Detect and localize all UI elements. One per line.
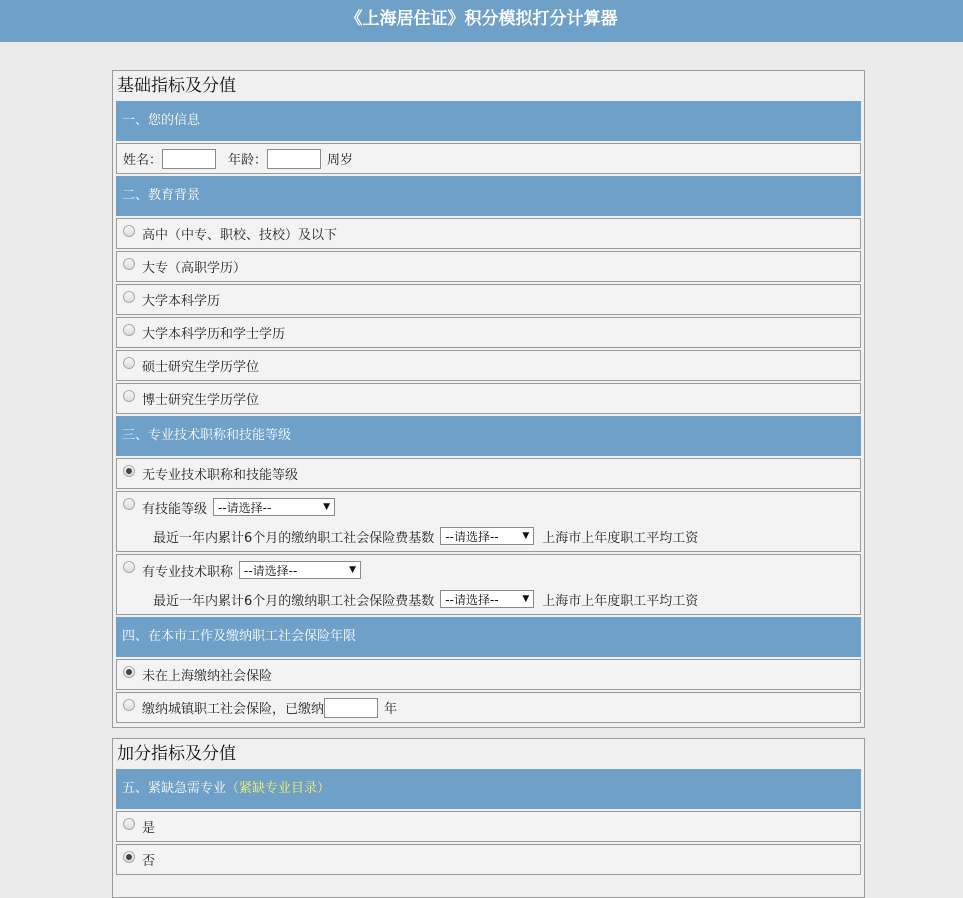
title-skill-header bbox=[116, 416, 861, 456]
chevron-down-icon: ▼ bbox=[323, 502, 331, 512]
name-input[interactable] bbox=[162, 149, 216, 169]
no-social-insurance-radio[interactable] bbox=[123, 666, 135, 678]
shortage-yes-label: 是 bbox=[142, 821, 156, 836]
no-title-option[interactable] bbox=[116, 458, 861, 489]
shortage-header bbox=[116, 769, 861, 809]
title-skill-header-label: 三、专业技术职称和技能等级 bbox=[122, 428, 292, 443]
no-title-label: 无专业技术职称和技能等级 bbox=[142, 468, 299, 483]
no-social-insurance-label: 未在上海缴纳社会保险 bbox=[142, 669, 273, 684]
education-option-label: 高中（中专、职校、技校）及以下 bbox=[142, 228, 338, 243]
bonus-indicators-section bbox=[112, 738, 865, 898]
social-insurance-header bbox=[116, 617, 861, 657]
shortage-yes-option[interactable] bbox=[116, 811, 861, 842]
prof-social-select[interactable] bbox=[440, 590, 534, 608]
education-radio[interactable] bbox=[123, 390, 135, 402]
professional-title-option bbox=[116, 554, 861, 615]
info-row bbox=[116, 143, 861, 174]
paid-social-insurance-option bbox=[116, 692, 861, 723]
education-radio[interactable] bbox=[123, 324, 135, 336]
education-option[interactable] bbox=[116, 350, 861, 381]
education-option[interactable] bbox=[116, 317, 861, 348]
basic-indicators-title: 基础指标及分值 bbox=[117, 76, 236, 96]
no-social-insurance-option[interactable] bbox=[116, 659, 861, 690]
education-header bbox=[116, 176, 861, 216]
education-option[interactable] bbox=[116, 383, 861, 414]
paid-years-unit: 年 bbox=[384, 702, 398, 717]
professional-title-radio[interactable] bbox=[123, 561, 135, 573]
chevron-down-icon: ▼ bbox=[522, 531, 530, 541]
paid-years-input[interactable] bbox=[324, 698, 378, 718]
skill-social-select-value: --请选择-- bbox=[445, 529, 499, 544]
education-option-label: 博士研究生学历学位 bbox=[142, 393, 260, 408]
education-option-label: 大学本科学历和学士学历 bbox=[142, 327, 286, 342]
education-option[interactable] bbox=[116, 284, 861, 315]
shortage-no-radio[interactable] bbox=[123, 851, 135, 863]
education-option-label: 硕士研究生学历学位 bbox=[142, 360, 260, 375]
age-unit-label: 周岁 bbox=[327, 153, 354, 168]
paid-social-insurance-label: 缴纳城镇职工社会保险，已缴纳 bbox=[142, 702, 325, 717]
education-radio[interactable] bbox=[123, 291, 135, 303]
education-radio[interactable] bbox=[123, 258, 135, 270]
shortage-header-label: 五、紧缺急需专业 bbox=[122, 781, 227, 796]
no-title-radio[interactable] bbox=[123, 465, 135, 477]
skill-level-label: 有技能等级 bbox=[142, 501, 208, 517]
social-insurance-header-label: 四、在本市工作及缴纳职工社会保险年限 bbox=[122, 629, 357, 644]
age-input[interactable] bbox=[267, 149, 321, 169]
basic-indicators-section bbox=[112, 70, 865, 728]
chevron-down-icon: ▼ bbox=[522, 594, 530, 604]
skill-level-select-value: --请选择-- bbox=[218, 500, 272, 515]
education-header-label: 二、教育背景 bbox=[122, 188, 201, 203]
info-header-label: 一、您的信息 bbox=[122, 113, 201, 128]
skill-social-label: 最近一年内累计6个月的缴纳职工社会保险费基数 bbox=[153, 530, 435, 546]
skill-social-select[interactable] bbox=[440, 527, 534, 545]
education-radio[interactable] bbox=[123, 225, 135, 237]
prof-social-select-value: --请选择-- bbox=[445, 592, 499, 607]
shortage-no-label: 否 bbox=[142, 854, 156, 869]
age-label: 年龄： bbox=[228, 153, 268, 168]
education-option[interactable] bbox=[116, 218, 861, 249]
skill-level-radio[interactable] bbox=[123, 498, 135, 510]
shortage-catalog-link[interactable]: （紧缺专业目录） bbox=[226, 781, 331, 796]
name-label: 姓名： bbox=[123, 153, 163, 168]
page-header bbox=[0, 0, 963, 42]
skill-level-option bbox=[116, 491, 861, 552]
professional-title-select-value: --请选择-- bbox=[244, 563, 298, 578]
professional-title-select[interactable] bbox=[239, 561, 361, 579]
education-option-label: 大专（高职学历） bbox=[142, 261, 247, 276]
shortage-yes-radio[interactable] bbox=[123, 818, 135, 830]
professional-title-label: 有专业技术职称 bbox=[142, 564, 234, 580]
education-options bbox=[116, 218, 861, 414]
page-title: 《上海居住证》积分模拟打分计算器 bbox=[345, 9, 618, 29]
education-radio[interactable] bbox=[123, 357, 135, 369]
chevron-down-icon: ▼ bbox=[349, 565, 357, 575]
info-header bbox=[116, 101, 861, 141]
education-option-label: 大学本科学历 bbox=[142, 294, 221, 309]
prof-social-suffix: 上海市上年度职工平均工资 bbox=[542, 593, 699, 609]
skill-level-select[interactable] bbox=[213, 498, 335, 516]
bonus-indicators-title: 加分指标及分值 bbox=[117, 744, 236, 764]
prof-social-label: 最近一年内累计6个月的缴纳职工社会保险费基数 bbox=[153, 593, 435, 609]
education-option[interactable] bbox=[116, 251, 861, 282]
skill-social-suffix: 上海市上年度职工平均工资 bbox=[542, 530, 699, 546]
shortage-no-option[interactable] bbox=[116, 844, 861, 875]
paid-social-insurance-radio[interactable] bbox=[123, 699, 135, 711]
